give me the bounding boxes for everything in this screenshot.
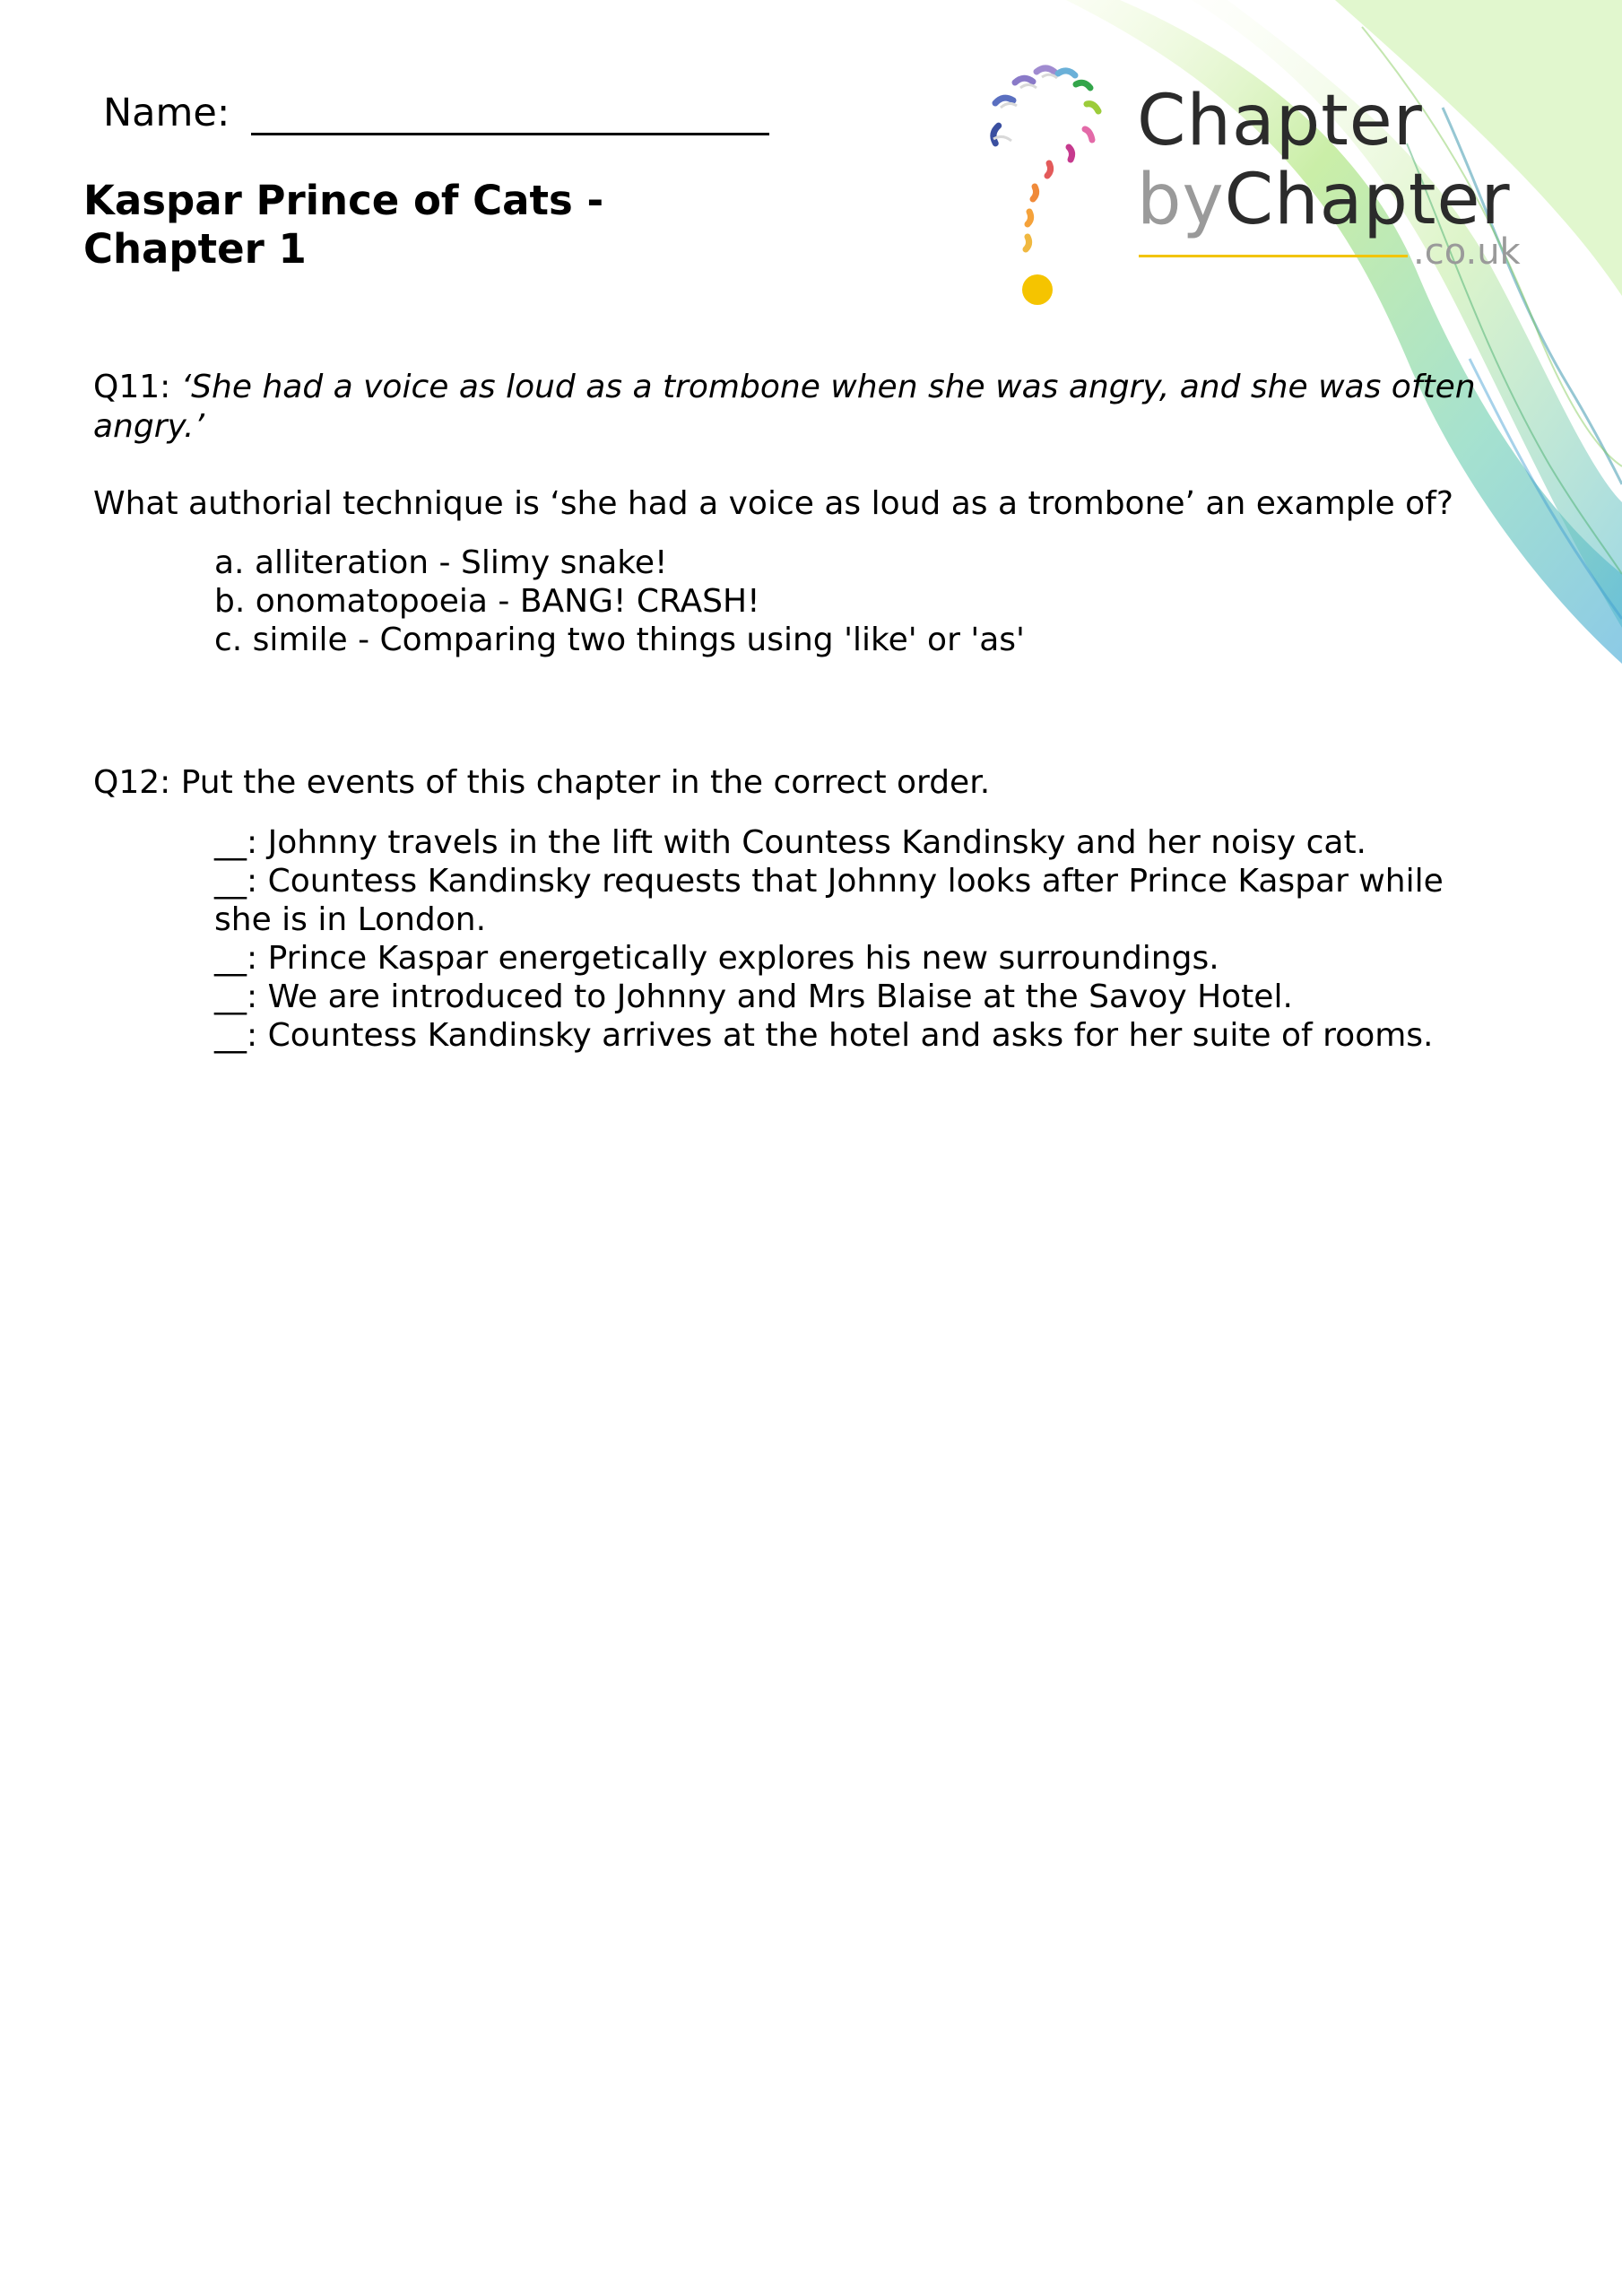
book-question-mark-icon	[968, 54, 1121, 309]
q11-label: Q11:	[93, 369, 171, 405]
q12-event-item: __: Countess Kandinsky arrives at the hotel and asks for her suite of rooms.	[214, 1017, 1434, 1054]
chapter-by-chapter-logo	[968, 54, 1542, 314]
name-field	[103, 90, 769, 135]
logo-word-by: by	[1137, 160, 1225, 240]
q12-event-item: __: Countess Kandinsky requests that Johnny looks after Prince Kaspar while she is in London.	[214, 863, 1444, 938]
logo-word-bychapter	[1137, 160, 1511, 240]
name-label: Name:	[103, 91, 230, 135]
worksheet-title: Kaspar Prince of Cats - Chapter 1	[83, 177, 604, 273]
name-blank-line	[251, 90, 769, 135]
logo-word-chapter: Chapter	[1137, 81, 1423, 161]
q12-events-list	[214, 823, 1488, 1055]
q12-event-item: __: Prince Kaspar energetically explores his new surroundings.	[214, 940, 1219, 977]
q12-event-item: __: We are introduced to Johnny and Mrs Blaise at the Savoy Hotel.	[214, 978, 1293, 1015]
q11-option-b: b. onomatopoeia - BANG! CRASH!	[214, 583, 760, 620]
logo-domain: .co.uk	[1413, 231, 1521, 273]
q12-event-item: __: Johnny travels in the lift with Countess Kandinsky and her noisy cat.	[214, 824, 1366, 861]
q11-options	[214, 544, 1025, 659]
q11-quote: ‘She had a voice as loud as a trombone when she was angry, and she was often angry.’	[93, 369, 1476, 445]
q11-option-c: c. simile - Comparing two things using 'like' or 'as'	[214, 622, 1025, 658]
q11-question: What authorial technique is ‘she had a voice as loud as a trombone’ an example of?	[93, 485, 1453, 522]
q11-prompt	[93, 368, 1528, 447]
logo-underline	[1139, 255, 1408, 257]
logo-word-chapter-2: Chapter	[1224, 160, 1511, 240]
q12-question: Q12: Put the events of this chapter in the correct order.	[93, 764, 991, 801]
q11-option-a: a. alliteration - Slimy snake!	[214, 544, 668, 581]
